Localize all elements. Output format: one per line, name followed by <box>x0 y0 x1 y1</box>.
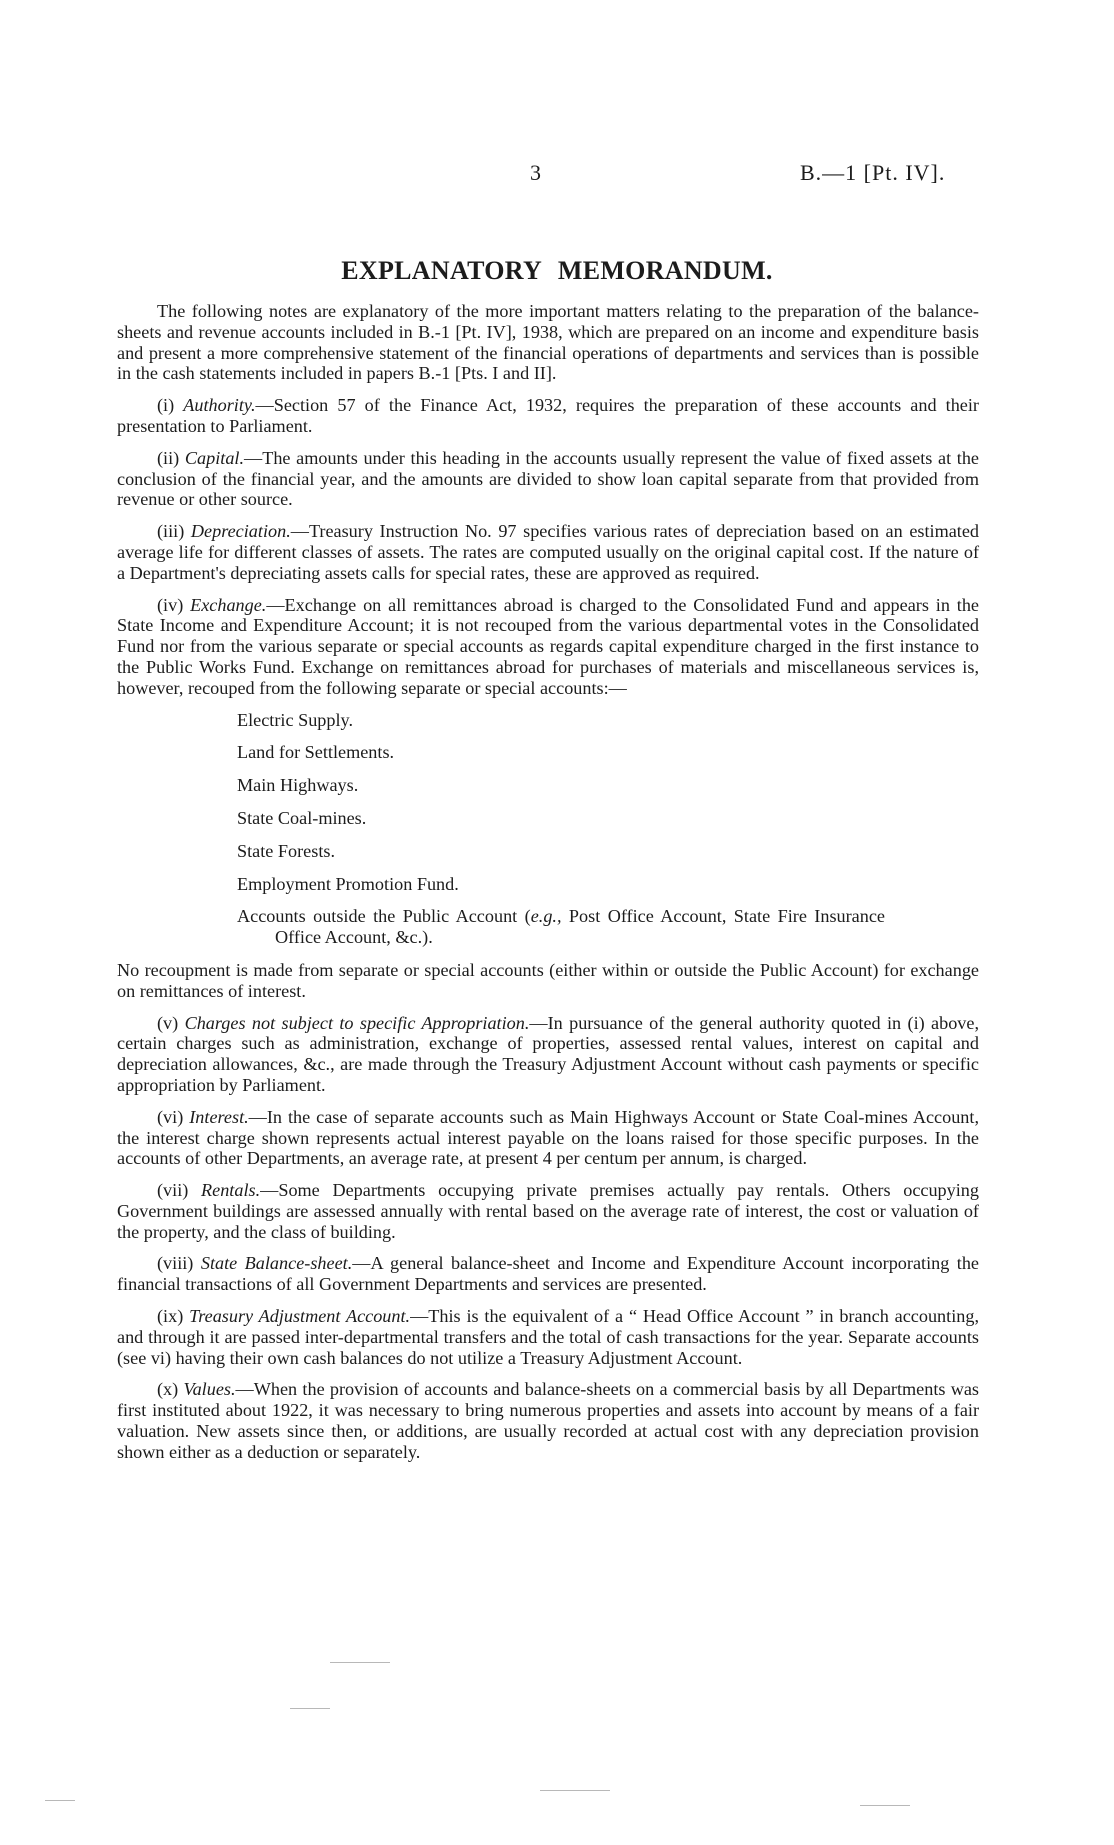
section-number: (viii) <box>157 1253 194 1274</box>
section-number: (x) <box>157 1379 179 1400</box>
section-number: (vi) <box>157 1106 184 1127</box>
section-treasury-adjustment <box>117 1306 979 1368</box>
section-number: (iv) <box>157 594 184 615</box>
section-heading: Exchange. <box>190 594 267 615</box>
page-number: 3 <box>530 160 541 185</box>
section-text: —The amounts under this heading in the accounts usually represent the value of fixed assets at the conclusion of the financial year, and the amounts are divided to show loan capital separate from that provided from revenue or other source. <box>117 447 980 510</box>
section-number: (ii) <box>157 447 180 468</box>
section-values <box>117 1379 979 1462</box>
section-heading: Depreciation. <box>190 521 291 542</box>
list-item-outside-account <box>237 906 885 948</box>
section-number: (i) <box>157 395 175 416</box>
special-accounts-list <box>117 710 979 948</box>
section-heading: State Balance-sheet. <box>200 1253 353 1274</box>
scan-speck <box>290 1708 330 1709</box>
section-charges <box>117 1013 979 1096</box>
list-item: State Coal-mines. <box>237 807 367 828</box>
section-text: —Section 57 of the Finance Act, 1932, requires the preparation of these accounts and their presentation to Parliament. <box>117 395 979 436</box>
list-item: Electric Supply. <box>237 709 353 730</box>
eg-abbreviation: e.g., <box>530 906 562 927</box>
no-recoupment-paragraph: No recoupment is made from separate or special accounts (either within or outside the Public Account) for exchange on remittances of interest. <box>117 959 979 1001</box>
document-reference: B.—1 [Pt. IV]. <box>800 160 946 185</box>
section-text: —When the provision of accounts and balance-sheets on a commercial basis by all Departments was first instituted about 1922, it was necessary to bring numerous properties and assets into account by means of a fair valuation. New assets since then, or additions, are usually recorded at actual cost with any depreciation provision shown either as a deduction or separately. <box>117 1379 980 1462</box>
section-rentals <box>117 1180 979 1242</box>
section-text: —In the case of separate accounts such as Main Highways Account or State Coal-mines Account, the interest charge shown represents actual interest payable on the loans raised for those specific purposes. In the accounts of other Departments, an average rate, at present 4 per centum per annum, is charged. <box>117 1106 979 1169</box>
section-heading: Interest. <box>189 1106 249 1127</box>
section-text: —Treasury Instruction No. 97 specifies various rates of depreciation based on an estimated average life for different classes of assets. The rates are computed usually on the original capital cost. If the nature of a Department's depreciating assets calls for special rates, these are approved as required. <box>117 521 980 583</box>
scan-speck <box>330 1662 390 1663</box>
section-capital <box>117 448 979 510</box>
list-item: State Forests. <box>237 840 336 861</box>
list-item: Main Highways. <box>237 775 359 796</box>
section-heading: Values. <box>183 1379 236 1400</box>
page-title: EXPLANATORY MEMORANDUM. <box>341 256 773 285</box>
section-interest <box>117 1107 979 1169</box>
section-heading: Rentals. <box>201 1180 261 1201</box>
scan-speck <box>860 1805 910 1806</box>
section-heading: Treasury Adjustment Account. <box>189 1306 411 1327</box>
section-number: (v) <box>157 1012 179 1033</box>
outside-account-text: Accounts outside the Public Account ( <box>237 906 531 927</box>
section-text: —A general balance-sheet and Income and Expenditure Account incorporating the financial transactions of all Government Departments and services are presented. <box>117 1253 979 1295</box>
outside-account-text: Post Office Account, State Fire Insurance Office Account, &c.). <box>275 906 885 948</box>
section-text: —Exchange on all remittances abroad is charged to the Consolidated Fund and appears in the State Income and Expenditure Account; it is not recouped from the various departmental votes in the Consolidated Fund nor from the various separate or special accounts as regards capital expenditure charged in the first instance to the Public Works Fund. Exchange on remittances abroad for purchases of materials and miscellaneous services is, however, recouped from the following separate or special accounts:— <box>117 594 979 698</box>
section-number: (vii) <box>157 1180 189 1201</box>
section-text: —Some Departments occupying private premises actually pay rentals. Others occupying Government buildings are assessed annually with rental based on the average rate of interest, the cost or valuation of the property, and the class of building. <box>117 1180 979 1242</box>
section-depreciation <box>117 521 979 583</box>
section-number: (ix) <box>157 1306 184 1327</box>
section-number: (iii) <box>157 521 185 542</box>
scan-speck <box>540 1790 610 1791</box>
list-item: Employment Promotion Fund. <box>237 873 459 894</box>
section-authority <box>117 395 979 437</box>
section-exchange <box>117 595 979 699</box>
section-heading: Charges not subject to specific Appropriation. <box>184 1012 530 1033</box>
section-heading: Capital. <box>184 447 245 468</box>
memorandum-body <box>117 301 979 1474</box>
section-text: —In pursuance of the general authority quoted in (i) above, certain charges such as administration, exchange of properties, assessed rental values, interest on capital and depreciation allowances, &c., are made through the Treasury Adjustment Account without cash payments or specific appropriation by Parliament. <box>117 1012 980 1095</box>
list-item: Land for Settlements. <box>237 742 395 763</box>
section-state-balance-sheet <box>117 1253 979 1295</box>
section-text: —This is the equivalent of a “ Head Office Account ” in branch accounting, and through it are passed inter-departmental transfers and the total of cash transactions for the year. Separate accounts (see vi) having their own cash balances do not utilize a Treasury Adjustment Account. <box>117 1306 979 1368</box>
intro-paragraph: The following notes are explanatory of the more important matters relating to the preparation of the balance-sheets and revenue accounts included in B.-1 [Pt. IV], 1938, which are prepared on an income and expenditure basis and present a more comprehensive statement of the financial operations of departments and services than is possible in the cash statements included in papers B.-1 [Pts. I and II]. <box>117 301 979 384</box>
section-heading: Authority. <box>183 395 256 416</box>
scan-speck <box>45 1800 75 1801</box>
